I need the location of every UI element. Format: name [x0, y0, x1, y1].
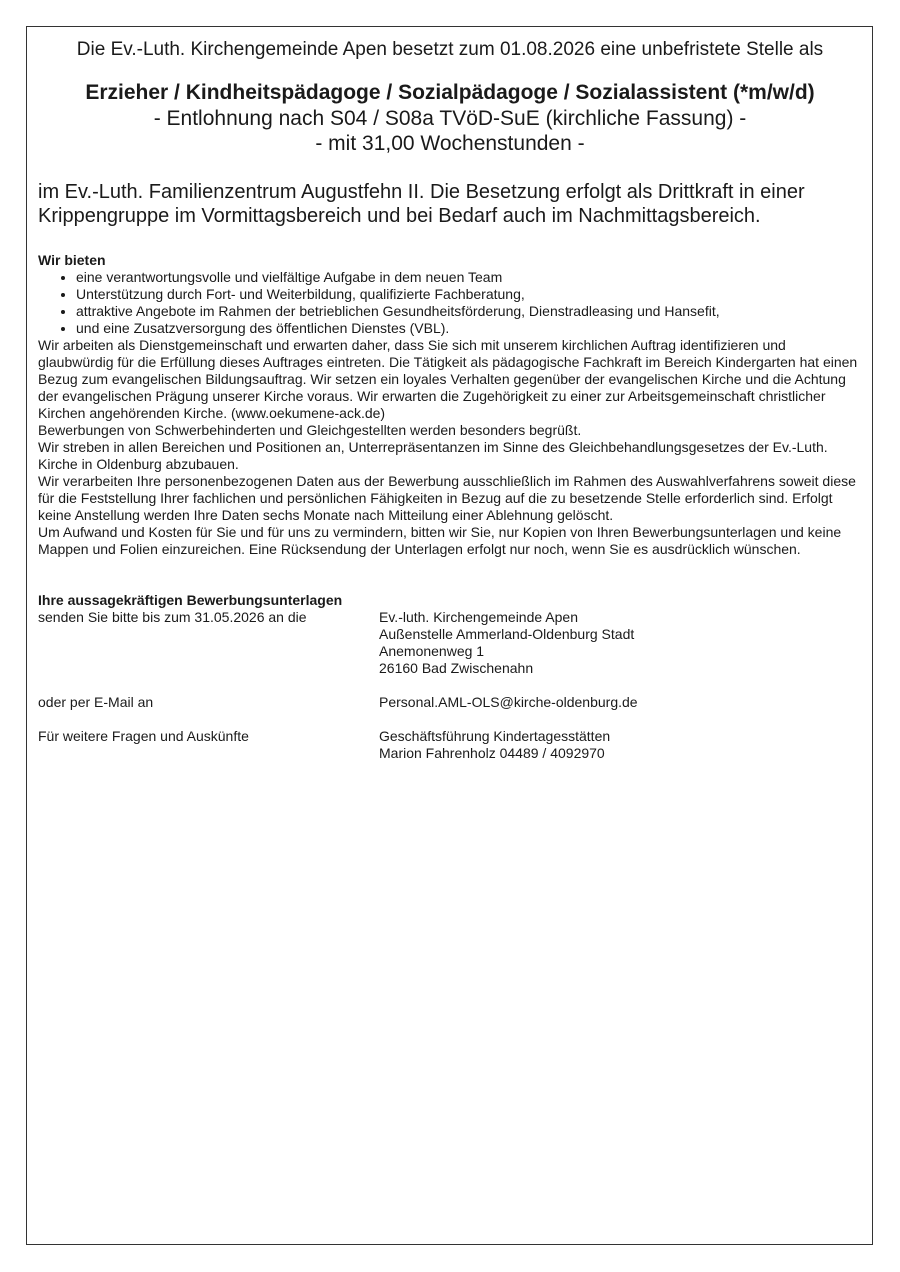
address-line: Ev.-luth. Kirchengemeinde Apen: [379, 609, 578, 625]
intro-text: Die Ev.-Luth. Kirchengemeinde Apen besetzt zum 01.08.2026 eine unbefristete Stelle als: [76, 39, 824, 60]
privacy-paragraph: Wir verarbeiten Ihre personenbezogenen Daten aus der Bewerbung ausschließlich im Rahmen des Auswahlverfahrens soweit diese für die Feststellung Ihrer fachlichen und persönlichen Fähigkeiten in Bezug auf die zu besetzende Stelle erforderlich sind. Erfolgt keine Anstellung werden Ihre Daten sechs Monate nach Mitteilung einer Ablehnung gelöscht.: [38, 473, 856, 523]
list-item: • eine verantwortungsvolle und vielfältige Aufgabe in dem neuen Team: [76, 269, 862, 286]
contact-person: [379, 728, 862, 762]
email-address: Personal.AML-OLS@kirche-oldenburg.de: [379, 694, 638, 710]
salary-line: - Entlohnung nach S04 / S08a TVöD-SuE (kirchliche Fassung) -: [153, 107, 747, 130]
contact-line: Marion Fahrenholz 04489 / 4092970: [379, 745, 605, 761]
expectations-paragraph: Wir arbeiten als Dienstgemeinschaft und erwarten daher, dass Sie sich mit unserem kirchlichen Auftrag identifizieren und glaubwürdig für die Erfüllung dieses Auftrages eintreten. Die Tätigkeit als pädagogische Fachkraft im Bereich Kindergarten hat einen Bezug zum evangelischen Bildungsauftrag. Wir setzen ein loyales Verhalten gegenüber der evangelischen Kirche und die Achtung der evangelischen Prägung unserer Kirche voraus. Wir erwarten die Zugehörigkeit zu einer zur Arbeitsgemeinschaft christlicher Kirchen angehörenden Kirche. (www.oekumene-ack.de): [38, 337, 858, 421]
list-item: • und eine Zusatzversorgung des öffentlichen Dienstes (VBL).: [76, 320, 862, 337]
email-label: oder per E-Mail an: [38, 694, 154, 710]
disabled-paragraph: Bewerbungen von Schwerbehinderten und Gleichgestellten werden besonders begrüßt.: [38, 422, 582, 438]
job-posting: [38, 38, 862, 762]
questions-label: Für weitere Fragen und Auskünfte: [38, 728, 249, 744]
address-line: Anemonenweg 1: [379, 643, 485, 659]
application-contact: [38, 592, 862, 762]
location-text: im Ev.-Luth. Familienzentrum Augustfehn II. Die Besetzung erfolgt als Drittkraft in einer Krippengruppe im Vormittagsbereich und bei Bedarf auch im Nachmittagsbereich.: [38, 181, 805, 227]
list-item: • Unterstützung durch Fort- und Weiterbildung, qualifizierte Fachberatung,: [76, 286, 862, 303]
offers-heading: Wir bieten: [38, 252, 106, 268]
list-item: • attraktive Angebote im Rahmen der betrieblichen Gesundheitsförderung, Dienstradleasing und Hansefit,: [76, 303, 862, 320]
job-title: Erzieher / Kindheitspädagoge / Sozialpädagoge / Sozialassistent (*m/w/d): [85, 81, 815, 104]
address-line: Außenstelle Ammerland-Oldenburg Stadt: [379, 626, 635, 642]
copies-paragraph: Um Aufwand und Kosten für Sie und für uns zu vermindern, bitten wir Sie, nur Kopien von Ihren Bewerbungsunterlagen und keine Mappen und Folien einzureichen. Eine Rücksendung der Unterlagen erfolgt nur noch, wenn Sie es ausdrücklich wünschen.: [38, 524, 842, 557]
hours-line: - mit 31,00 Wochenstunden -: [315, 132, 585, 155]
application-heading: Ihre aussagekräftigen Bewerbungsunterlagen: [38, 592, 343, 608]
send-label: senden Sie bitte bis zum 31.05.2026 an die: [38, 609, 307, 625]
postal-address: [379, 609, 862, 677]
equality-paragraph: Wir streben in allen Bereichen und Positionen an, Unterrepräsentanzen im Sinne des Gleichbehandlungsgesetzes der Ev.-Luth. Kirche in Oldenburg abzubauen.: [38, 439, 828, 472]
contact-line: Geschäftsführung Kindertagesstätten: [379, 728, 611, 744]
offers-list: [38, 269, 862, 337]
address-line: 26160 Bad Zwischenahn: [379, 660, 534, 676]
